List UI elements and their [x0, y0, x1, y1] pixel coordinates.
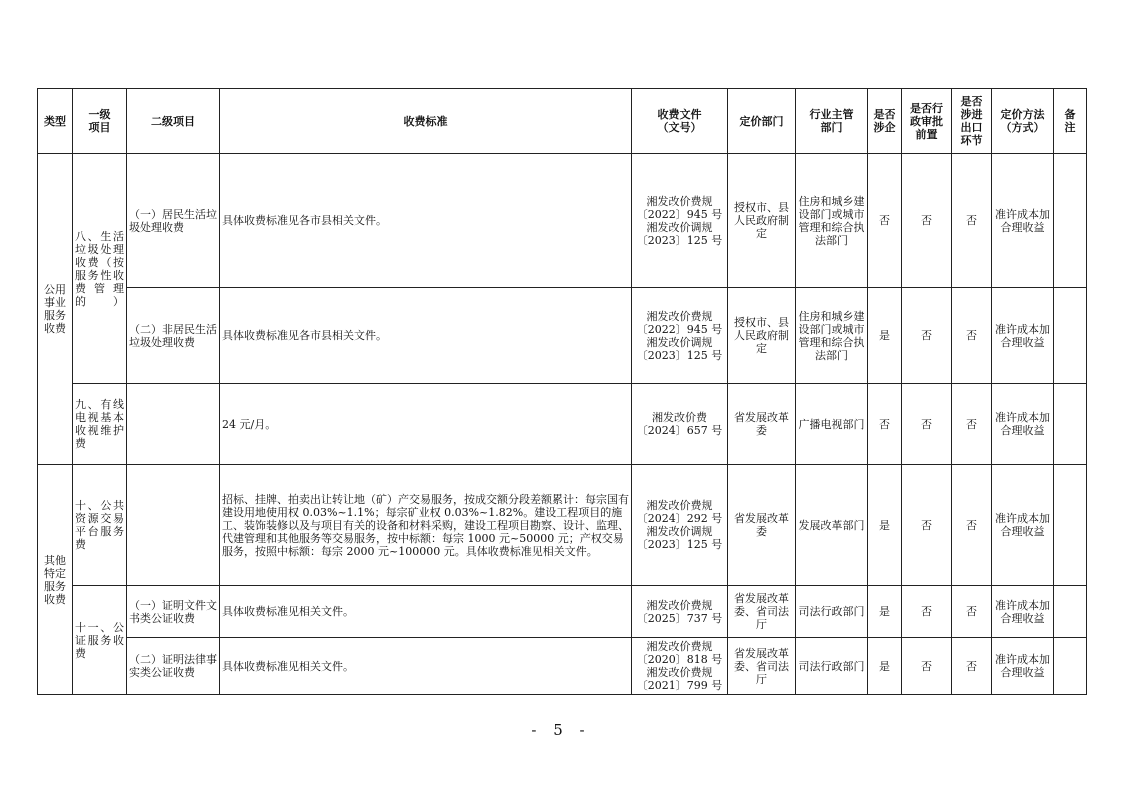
remark-cell — [1054, 154, 1087, 288]
standard-cell: 具体收费标准见各市县相关文件。 — [220, 154, 632, 288]
doc-line: 〔2022〕945 号 — [636, 322, 723, 336]
remark-cell — [1054, 586, 1087, 638]
header-method: 定价方法 （方式） — [992, 89, 1054, 154]
doc-line: 湘发改价费规 — [646, 194, 713, 208]
table-row — [38, 384, 1087, 465]
doc-line: 〔2025〕737 号 — [636, 611, 723, 625]
page-number: - 5 - — [531, 721, 591, 739]
enterprise-cell: 是 — [868, 288, 902, 384]
import-export-cell: 否 — [952, 638, 992, 695]
doc-line: 湘发改价调规 — [646, 525, 713, 538]
header-remark: 备 注 — [1054, 89, 1087, 154]
standard-cell: 招标、挂牌、拍卖出让转让地（矿）产交易服务，按成交额分段差额累计：每宗国有建设用地使用权 0.03%~1.1%；每宗矿业权 0.03%~1.82%。建设工程项目的施工、装饰装修以及与项目有关的设备和材料采购，建设工程项目勘察、设计、监理、代建管理和其他服务等交易服务，按中标额：每宗 1000 元~50000 元；产权交易服务，按照中标额：每宗 2000 元~100000 元。具体收费标准见相关文件。 — [220, 465, 632, 586]
level2-cell: （一）居民生活垃圾处理收费 — [127, 154, 220, 288]
doc-line: 〔2024〕657 号 — [636, 424, 723, 437]
industry-dept-cell: 住房和城乡建设部门或城市管理和综合执法部门 — [796, 154, 868, 288]
header-level1: 一级 项目 — [73, 89, 127, 154]
method-cell: 准许成本加合理收益 — [992, 384, 1054, 465]
doc-line: 〔2023〕125 号 — [636, 348, 723, 362]
industry-dept-cell: 司法行政部门 — [796, 586, 868, 638]
pricing-dept-cell: 省发展改革委 — [728, 465, 796, 586]
enterprise-cell: 是 — [868, 465, 902, 586]
doc-line: 湘发改价费规 — [646, 666, 713, 679]
header-admin: 是否行 政审批 前置 — [902, 89, 952, 154]
header-import-export: 是否 涉进 出口 环节 — [952, 89, 992, 154]
doc-cell — [632, 638, 728, 695]
level2-cell — [127, 465, 220, 586]
import-export-cell: 否 — [952, 384, 992, 465]
industry-dept-cell: 住房和城乡建设部门或城市管理和综合执法部门 — [796, 288, 868, 384]
doc-cell — [632, 288, 728, 384]
header-industry-dept: 行业主管 部门 — [796, 89, 868, 154]
standard-cell: 具体收费标准见相关文件。 — [220, 586, 632, 638]
fee-table — [37, 88, 1087, 695]
doc-line: 湘发改价费规 — [646, 499, 713, 512]
enterprise-cell: 是 — [868, 638, 902, 695]
admin-cell: 否 — [902, 288, 952, 384]
standard-cell: 24 元/月。 — [220, 384, 632, 465]
doc-line: 〔2020〕818 号 — [636, 653, 723, 666]
level1-cell: 十一、公证服务收费 — [73, 586, 127, 695]
enterprise-cell: 是 — [868, 586, 902, 638]
level1-cell: 十、公共资源交易平台服务费 — [73, 465, 127, 586]
header-standard: 收费标准 — [220, 89, 632, 154]
enterprise-cell: 否 — [868, 154, 902, 288]
doc-line: 湘发改价费规 — [646, 309, 713, 323]
level1-cell: 九、有线电视基本收视维护费 — [73, 384, 127, 465]
doc-line: 〔2024〕292 号 — [636, 512, 723, 525]
doc-line: 湘发改价费规 — [646, 598, 713, 612]
header-type: 类型 — [38, 89, 73, 154]
doc-cell — [632, 154, 728, 288]
table-row — [38, 465, 1087, 586]
admin-cell: 否 — [902, 154, 952, 288]
doc-line: 〔2021〕799 号 — [636, 679, 723, 692]
header-pricing-dept: 定价部门 — [728, 89, 796, 154]
admin-cell: 否 — [902, 586, 952, 638]
method-cell: 准许成本加合理收益 — [992, 288, 1054, 384]
standard-cell: 具体收费标准见各市县相关文件。 — [220, 288, 632, 384]
category-cell: 公用事业服务收费 — [38, 154, 73, 465]
pricing-dept-cell: 省发展改革委、省司法厅 — [728, 638, 796, 695]
import-export-cell: 否 — [952, 288, 992, 384]
method-cell: 准许成本加合理收益 — [992, 465, 1054, 586]
doc-line: 湘发改价费 — [652, 411, 707, 424]
remark-cell — [1054, 288, 1087, 384]
remark-cell — [1054, 638, 1087, 695]
admin-cell: 否 — [902, 465, 952, 586]
table-row — [38, 586, 1087, 638]
doc-line: 湘发改价调规 — [646, 335, 713, 349]
table-row — [38, 638, 1087, 695]
level2-cell: （二）非居民生活垃圾处理收费 — [127, 288, 220, 384]
doc-line: 湘发改价调规 — [646, 220, 713, 234]
pricing-dept-cell: 省发展改革委 — [728, 384, 796, 465]
admin-cell: 否 — [902, 638, 952, 695]
level2-cell — [127, 384, 220, 465]
level2-cell: （一）证明文件文书类公证收费 — [127, 586, 220, 638]
table-row — [38, 288, 1087, 384]
pricing-dept-cell: 省发展改革委、省司法厅 — [728, 586, 796, 638]
pricing-dept-cell: 授权市、县人民政府制定 — [728, 154, 796, 288]
table-row — [38, 154, 1087, 288]
import-export-cell: 否 — [952, 586, 992, 638]
doc-cell — [632, 586, 728, 638]
import-export-cell: 否 — [952, 154, 992, 288]
method-cell: 准许成本加合理收益 — [992, 154, 1054, 288]
industry-dept-cell: 广播电视部门 — [796, 384, 868, 465]
method-cell: 准许成本加合理收益 — [992, 586, 1054, 638]
remark-cell — [1054, 465, 1087, 586]
doc-line: 〔2023〕125 号 — [636, 538, 723, 551]
level2-cell: （二）证明法律事实类公证收费 — [127, 638, 220, 695]
doc-line: 〔2023〕125 号 — [636, 233, 723, 247]
industry-dept-cell: 发展改革部门 — [796, 465, 868, 586]
level1-cell: 八、生活垃圾处理收费（按服务性收费管理的） — [73, 154, 127, 384]
pricing-dept-cell: 授权市、县人民政府制定 — [728, 288, 796, 384]
import-export-cell: 否 — [952, 465, 992, 586]
doc-cell — [632, 384, 728, 465]
admin-cell: 否 — [902, 384, 952, 465]
industry-dept-cell: 司法行政部门 — [796, 638, 868, 695]
method-cell: 准许成本加合理收益 — [992, 638, 1054, 695]
enterprise-cell: 否 — [868, 384, 902, 465]
doc-line: 〔2022〕945 号 — [636, 207, 723, 221]
standard-cell: 具体收费标准见相关文件。 — [220, 638, 632, 695]
header-doc: 收费文件 （文号） — [632, 89, 728, 154]
category-cell: 其他特定服务收费 — [38, 465, 73, 695]
remark-cell — [1054, 384, 1087, 465]
header-enterprise: 是否 涉企 — [868, 89, 902, 154]
header-level2: 二级项目 — [127, 89, 220, 154]
header-row — [38, 89, 1087, 154]
doc-line: 湘发改价费规 — [646, 640, 713, 653]
doc-cell — [632, 465, 728, 586]
